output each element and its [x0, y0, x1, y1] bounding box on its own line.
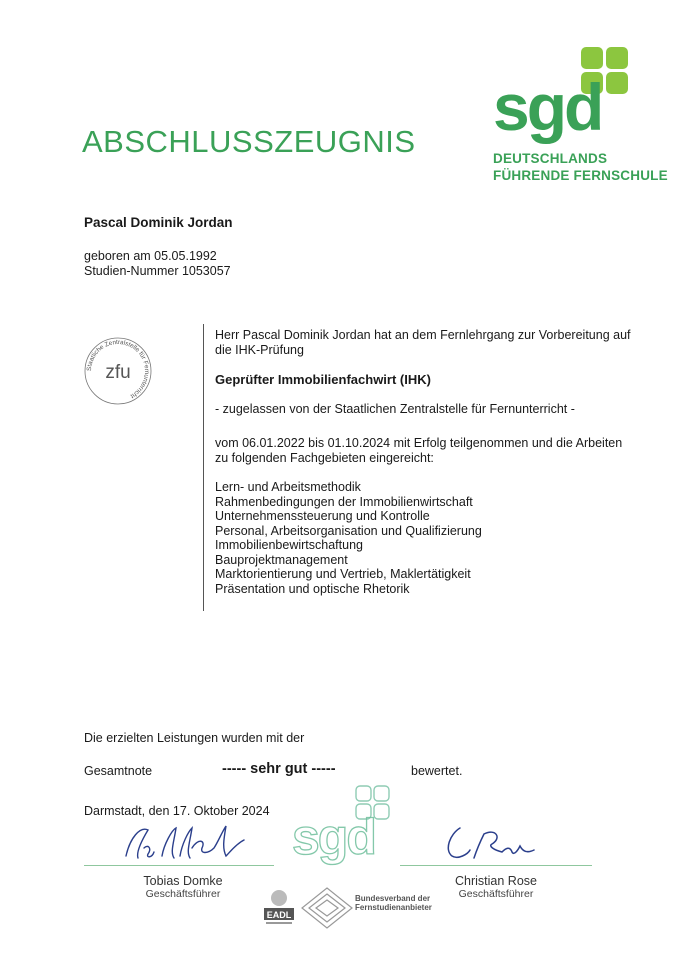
signature-domke	[118, 818, 253, 866]
eadl-logo	[262, 888, 296, 928]
birth-date: geboren am 05.05.1992	[84, 249, 217, 263]
signatory-role: Geschäftsführer	[145, 888, 221, 900]
overall-grade: ----- sehr gut -----	[222, 761, 336, 777]
zfu-seal	[83, 336, 153, 406]
grade-label: Gesamtnote	[84, 764, 153, 778]
signatory-right	[416, 874, 576, 900]
svg-text:sgd: sgd	[493, 70, 602, 144]
list-item: Rahmenbedingungen der Immobilienwirtschaft	[215, 494, 473, 509]
association-line-1: Bundesverband der	[355, 894, 431, 903]
result-intro: Die erzielten Leistungen wurden mit der	[84, 731, 305, 745]
student-meta	[84, 249, 231, 279]
svg-text:zfu: zfu	[105, 362, 131, 383]
list-item: Unternehmenssteuerung und Kontrolle	[215, 509, 430, 523]
signature-rose	[440, 820, 540, 864]
list-item: Immobilienbewirtschaftung	[215, 538, 363, 552]
signature-line-left	[84, 865, 274, 866]
student-name: Pascal Dominik Jordan	[84, 215, 233, 230]
content-divider	[203, 324, 204, 611]
tagline-line-2: FÜHRENDE FERNSCHULE	[493, 168, 668, 183]
place-date: Darmstadt, den 17. Oktober 2024	[84, 804, 270, 818]
tagline-line-1: DEUTSCHLANDS	[493, 151, 608, 166]
list-item: Bauprojektmanagement	[215, 552, 348, 567]
intro-text: Herr Pascal Dominik Jordan hat an dem Fernlehrgang zur Vorbereitung auf die IHK-Prüfung	[215, 328, 631, 357]
svg-text:Staatliche Zentralstelle für F: Staatliche Zentralstelle für Fernunterricht	[85, 338, 151, 400]
document-title: ABSCHLUSSZEUGNIS	[82, 124, 416, 159]
admission-note: - zugelassen von der Staatlichen Zentralstelle für Fernunterricht -	[215, 402, 575, 416]
student-number: Studien-Nummer 1053057	[84, 264, 231, 278]
grade-suffix: bewertet.	[411, 764, 463, 778]
course-title: Geprüfter Immobilienfachwirt (IHK)	[215, 372, 431, 387]
list-item: Präsentation und optische Rhetorik	[215, 581, 410, 596]
signatory-name: Christian Rose	[455, 874, 537, 888]
signatory-name: Tobias Domke	[143, 874, 223, 888]
subject-list	[215, 480, 482, 596]
list-item: Personal, Arbeitsorganisation und Qualifizierung	[215, 523, 482, 538]
sgd-stamp	[290, 782, 406, 866]
signatory-left	[103, 874, 263, 900]
signature-line-right	[400, 865, 592, 866]
period-text: vom 06.01.2022 bis 01.10.2024 mit Erfolg teilgenommen und die Arbeiten zu folgenden Fachgebieten eingereicht:	[215, 436, 623, 465]
svg-text:sgd: sgd	[292, 809, 375, 865]
association-name	[355, 894, 432, 912]
association-logo-icon	[300, 886, 354, 930]
list-item: Marktorientierung und Vertrieb, Maklertätigkeit	[215, 567, 471, 581]
list-item: Lern- und Arbeitsmethodik	[215, 480, 361, 494]
signatory-role: Geschäftsführer	[458, 888, 534, 900]
association-line-2: Fernstudienanbieter	[355, 903, 432, 912]
svg-text:EADL: EADL	[266, 910, 292, 920]
logo-tagline	[493, 150, 668, 184]
